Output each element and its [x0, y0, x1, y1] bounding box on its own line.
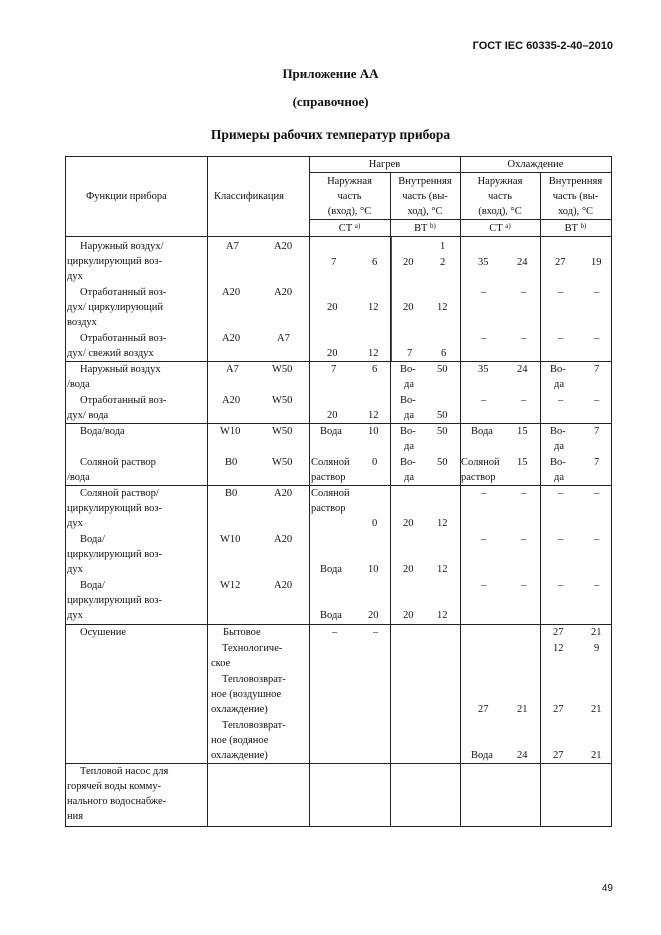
table-cell: 12	[368, 410, 379, 421]
footnote-b: b)	[430, 222, 436, 230]
table-cell: Отработанный воз-	[80, 395, 167, 406]
table-cell: 50	[437, 364, 448, 375]
table-cell: нального водоснабже-	[67, 796, 167, 807]
table-cell: 20	[327, 348, 338, 359]
table-cell: 24	[517, 257, 528, 268]
table-cell: А20	[222, 395, 241, 406]
table-cell: –	[481, 287, 487, 298]
table-cell: 27	[555, 257, 566, 268]
table-cell: 19	[591, 257, 602, 268]
table-cell: 15	[517, 426, 528, 437]
table-cell: В0	[225, 488, 238, 499]
footnote-b: b)	[580, 222, 587, 230]
header-cool-indoor-1: Внутренняя	[548, 176, 603, 187]
table-cell: А20	[274, 287, 293, 298]
table-cell: 20	[403, 610, 414, 621]
table-cell: –	[558, 580, 564, 591]
header-heat-outdoor-1: Наружная	[327, 176, 372, 187]
table-cell: дух	[67, 610, 83, 621]
bt-label: ВТ	[414, 223, 428, 234]
bt-label: ВТ	[564, 223, 578, 234]
table-cell: –	[558, 488, 564, 499]
table-cell: Отработанный воз-	[80, 287, 167, 298]
table-cell: Соляной раствор/	[80, 488, 159, 499]
table-cell: 21	[591, 704, 602, 715]
table-cell: 20	[403, 564, 414, 575]
table-cell: 12	[437, 302, 448, 313]
ct-label: СТ	[489, 223, 503, 234]
table-cell: –	[594, 395, 600, 406]
table-cell: –	[521, 287, 527, 298]
table-cell: 7	[407, 348, 413, 359]
table-cell: да	[404, 441, 415, 452]
annex-type: (справочное)	[292, 94, 369, 109]
table-cell: –	[481, 333, 487, 344]
table-cell: Соляной	[311, 488, 350, 499]
table-cell: –	[594, 333, 600, 344]
table-cell: 7	[331, 364, 337, 375]
table-cell: 2	[440, 257, 446, 268]
table-cell: –	[521, 488, 527, 499]
table-cell: W50	[272, 457, 293, 468]
header-cool-outdoor-1: Наружная	[477, 176, 523, 187]
header-functions: Функции прибора	[86, 191, 167, 202]
table-cell: –	[558, 395, 564, 406]
table-cell: /вода	[67, 472, 90, 483]
table-cell: А20	[222, 333, 241, 344]
annex-title: Приложение АА	[282, 66, 379, 81]
table-cell: 0	[372, 518, 378, 529]
table-cell: –	[481, 580, 487, 591]
standard-designation: ГОСТ IEC 60335-2-40–2010	[472, 40, 613, 52]
table-cell: Вода	[320, 564, 342, 575]
table-cell: 50	[437, 410, 448, 421]
table-cell: –	[594, 534, 600, 545]
table-cell: ния	[67, 811, 84, 822]
table-cell: 12	[437, 610, 448, 621]
table-cell: 20	[368, 610, 379, 621]
table-cell: циркулирующий воз-	[67, 256, 163, 267]
table-cell: –	[481, 488, 487, 499]
header-heat-ct	[309, 221, 390, 236]
table-cell: 7	[594, 364, 600, 375]
table-cell: А20	[274, 580, 293, 591]
table-cell: –	[558, 287, 564, 298]
table-cell: 12	[368, 348, 379, 359]
table-cell: 24	[517, 364, 528, 375]
table-cell: 20	[403, 518, 414, 529]
table-cell: Соляной	[461, 457, 500, 468]
table-cell: –	[332, 627, 338, 638]
table-cell: Осушение	[80, 627, 126, 638]
header-heat-bt	[390, 221, 460, 236]
table-cell: Во-	[400, 426, 416, 437]
table-cell: дух	[67, 564, 83, 575]
table-cell: –	[594, 488, 600, 499]
table-cell: 50	[437, 457, 448, 468]
table-cell: да	[554, 379, 565, 390]
table-cell: 7	[594, 457, 600, 468]
table-cell: 27	[553, 704, 564, 715]
table-cell: Наружный воздух/	[80, 241, 164, 252]
table-cell: 35	[478, 257, 489, 268]
table-cell: 21	[591, 627, 602, 638]
table-cell: А20	[274, 534, 293, 545]
table-cell: циркулирующий воз-	[67, 549, 163, 560]
table-cell: раствор	[311, 503, 346, 514]
table-cell: 10	[368, 564, 379, 575]
table-cell: W12	[220, 580, 241, 591]
table-cell: циркулирующий воз-	[67, 595, 163, 606]
table-cell: раствор	[311, 472, 346, 483]
table-cell: –	[594, 287, 600, 298]
table-cell: Вода	[471, 750, 493, 761]
table-cell: 12	[553, 643, 564, 654]
table-cell: да	[404, 410, 415, 421]
table-cell: Соляной	[311, 457, 350, 468]
table-cell: W10	[220, 426, 241, 437]
header-cool-indoor-2: часть (вы-	[552, 191, 599, 202]
table-cell: –	[481, 534, 487, 545]
table-cell: 7	[594, 426, 600, 437]
table-cell: –	[521, 534, 527, 545]
table-cell: Технологиче-	[222, 643, 283, 654]
footnote-a: а)	[354, 222, 361, 230]
table-cell: Вода	[320, 610, 342, 621]
footnote-a: а)	[505, 222, 511, 230]
table-cell: Тепловозврат-	[222, 720, 286, 731]
table-cell: Соляной раствор	[80, 457, 156, 468]
table-cell: циркулирующий воз-	[67, 503, 163, 514]
table-cell: –	[521, 395, 527, 406]
table-cell: Вода/	[80, 580, 105, 591]
table-cell: W50	[272, 395, 293, 406]
table-cell: /вода	[67, 379, 90, 390]
table-cell: 21	[591, 750, 602, 761]
table-cell: 9	[594, 643, 600, 654]
header-heating: Нагрев	[368, 159, 401, 170]
header-cool-bt	[540, 221, 611, 236]
header-cool-outdoor-2: часть	[488, 191, 512, 202]
table-cell: дух/ вода	[67, 410, 109, 421]
table-cell: да	[554, 472, 565, 483]
table-cell: 1	[440, 241, 446, 252]
table-cell: А20	[274, 488, 293, 499]
table-cell: 27	[478, 704, 489, 715]
table-cell: дух/ циркулирующий	[67, 302, 164, 313]
table-cell: 24	[517, 750, 528, 761]
table-cell: дух	[67, 518, 83, 529]
table-cell: В0	[225, 457, 238, 468]
table-cell: W50	[272, 426, 293, 437]
header-classification: Классификация	[214, 191, 284, 202]
table-cell: Во-	[400, 364, 416, 375]
header-cooling: Охлаждение	[507, 159, 564, 170]
table-cell: Во-	[550, 364, 566, 375]
table-cell: 20	[327, 302, 338, 313]
header-cool-outdoor-3: (вход), °C	[478, 206, 522, 217]
table-cell: дух	[67, 271, 83, 282]
table-cell: 7	[331, 257, 337, 268]
table-cell: А20	[274, 241, 293, 252]
table-cell: Тепловой насос для	[80, 766, 169, 777]
header-heat-indoor-2: часть (вы-	[402, 191, 448, 202]
table-cell: 12	[437, 518, 448, 529]
table-cell: да	[404, 379, 415, 390]
table-caption: Примеры рабочих температур прибора	[210, 127, 451, 142]
table-cell: Вода/	[80, 534, 105, 545]
table-cell: 27	[553, 627, 564, 638]
table-cell: 20	[403, 302, 414, 313]
table-cell: 20	[327, 410, 338, 421]
table-cell: Вода/вода	[80, 426, 125, 437]
table-cell: да	[404, 472, 415, 483]
table-cell: 6	[372, 364, 378, 375]
header-heat-outdoor-3: (вход), °C	[327, 206, 372, 217]
table-cell: ное (водяное	[211, 735, 269, 746]
header-heat-outdoor-2: часть	[337, 191, 362, 202]
header-cool-indoor-3: ход), °C	[557, 206, 594, 217]
table-cell: А7	[277, 333, 290, 344]
table-cell: 20	[403, 257, 414, 268]
table-cell: А20	[222, 287, 241, 298]
table-cell: Во-	[400, 457, 416, 468]
table-cell: ное (воздушное	[211, 689, 282, 700]
table-cell: Вода	[471, 426, 493, 437]
table-cell: –	[558, 333, 564, 344]
table-cell: Бытовое	[223, 627, 261, 638]
table-cell: 12	[368, 302, 379, 313]
table-cell: 50	[437, 426, 448, 437]
table-cell: 6	[441, 348, 447, 359]
table-cell: –	[521, 580, 527, 591]
table-cell: Тепловозврат-	[222, 674, 286, 685]
table-cell: 12	[437, 564, 448, 575]
table-cell: Наружный воздух	[80, 364, 161, 375]
table-cell: –	[521, 333, 527, 344]
table-cell: –	[594, 580, 600, 591]
header-heat-indoor-3: ход), °C	[407, 206, 443, 217]
header-cool-ct	[460, 221, 540, 236]
table-cell: горячей воды комму-	[67, 781, 162, 792]
table-cell: охлаждение)	[211, 750, 268, 761]
table-cell: –	[558, 534, 564, 545]
table-cell: –	[481, 395, 487, 406]
table-cell: 35	[478, 364, 489, 375]
table-cell: ское	[211, 658, 231, 669]
table-cell: 0	[372, 457, 378, 468]
table-cell: воздух	[67, 317, 97, 328]
table-cell: Во-	[400, 395, 416, 406]
table-cell: W50	[272, 364, 293, 375]
table-cell: 6	[372, 257, 378, 268]
table-cell: 21	[517, 704, 528, 715]
table-cell: Во-	[550, 426, 566, 437]
table-cell: Вода	[320, 426, 342, 437]
table-cell: W10	[220, 534, 241, 545]
table-cell: А7	[226, 364, 239, 375]
table-cell: охлаждение)	[211, 704, 268, 715]
table-cell: А7	[226, 241, 239, 252]
ct-label: СТ	[338, 223, 353, 234]
header-heat-indoor-1: Внутренняя	[398, 176, 452, 187]
table-cell: Отработанный воз-	[80, 333, 167, 344]
table-cell: дух/ свежий воздух	[67, 348, 154, 359]
table-cell: Во-	[550, 457, 566, 468]
table-cell: да	[554, 441, 565, 452]
table-cell: 10	[368, 426, 379, 437]
table-cell: 15	[517, 457, 528, 468]
table-cell: раствор	[461, 472, 496, 483]
table-cell: 27	[553, 750, 564, 761]
page-number: 49	[601, 883, 613, 894]
table-cell: –	[373, 627, 379, 638]
